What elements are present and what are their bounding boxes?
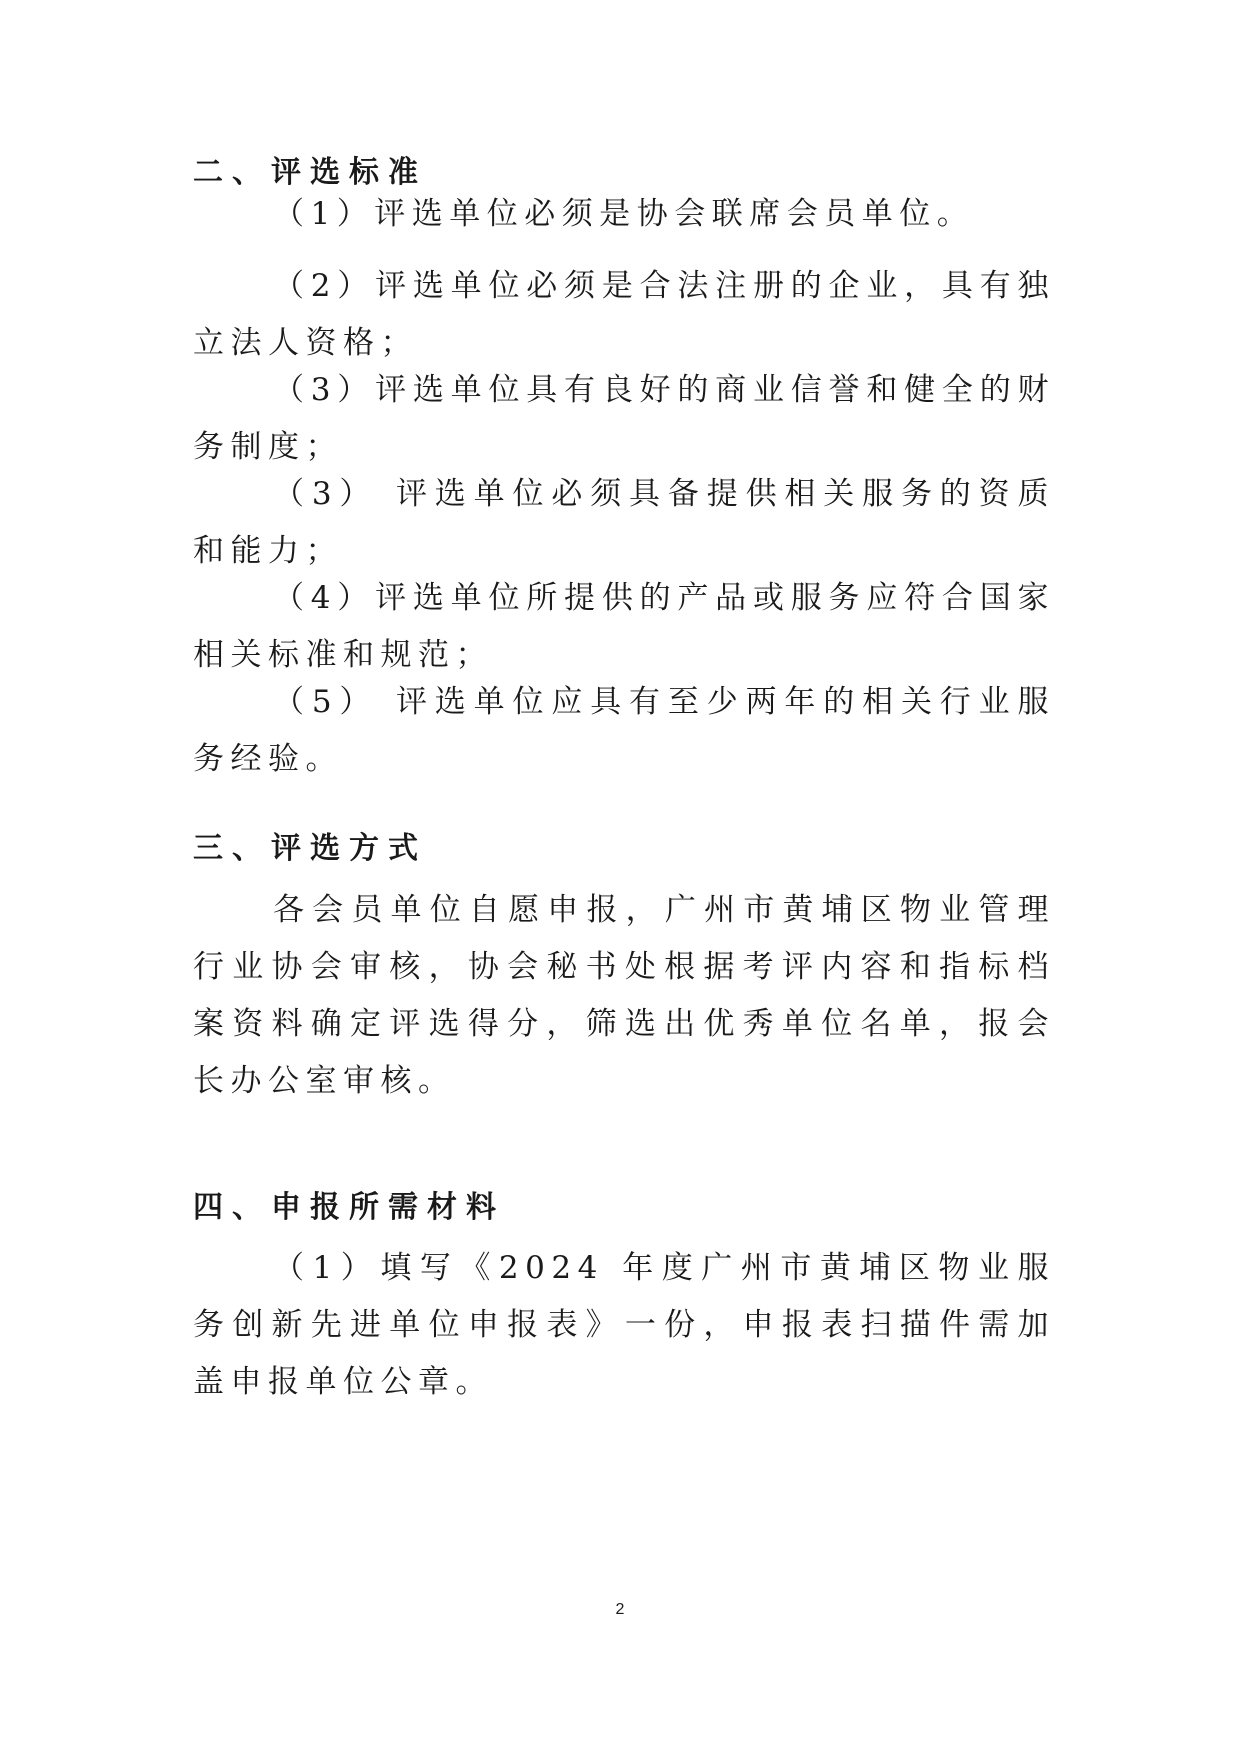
section-heading-materials: 四、申报所需材料 bbox=[193, 1190, 505, 1225]
criteria-item-4: （4）评选单位所提供的产品或服务应符合国家相关标准和规范； bbox=[193, 580, 1055, 673]
method-paragraph: 各会员单位自愿申报，广州市黄埔区物业管理行业协会审核，协会秘书处根据考评内容和指标档案资料确定评选得分，筛选出优秀单位名单，报会长办公室审核。 bbox=[193, 892, 1055, 1099]
criteria-item-3b: （3） 评选单位必须具备提供相关服务的资质和能力； bbox=[193, 476, 1055, 569]
page-number: 2 bbox=[615, 1601, 625, 1618]
criteria-item-1: （1）评选单位必须是协会联席会员单位。 bbox=[273, 196, 975, 232]
section-heading-criteria: 二、评选标准 bbox=[193, 155, 427, 190]
criteria-item-3: （3）评选单位具有良好的商业信誉和健全的财务制度； bbox=[193, 372, 1055, 465]
section-heading-method: 三、评选方式 bbox=[193, 831, 427, 866]
materials-item-1: （1）填写《2024 年度广州市黄埔区物业服务创新先进单位申报表》一份，申报表扫描件需加盖申报单位公章。 bbox=[193, 1250, 1055, 1400]
criteria-item-5: （5） 评选单位应具有至少两年的相关行业服务经验。 bbox=[193, 684, 1055, 777]
criteria-item-2: （2）评选单位必须是合法注册的企业，具有独立法人资格； bbox=[193, 268, 1055, 361]
